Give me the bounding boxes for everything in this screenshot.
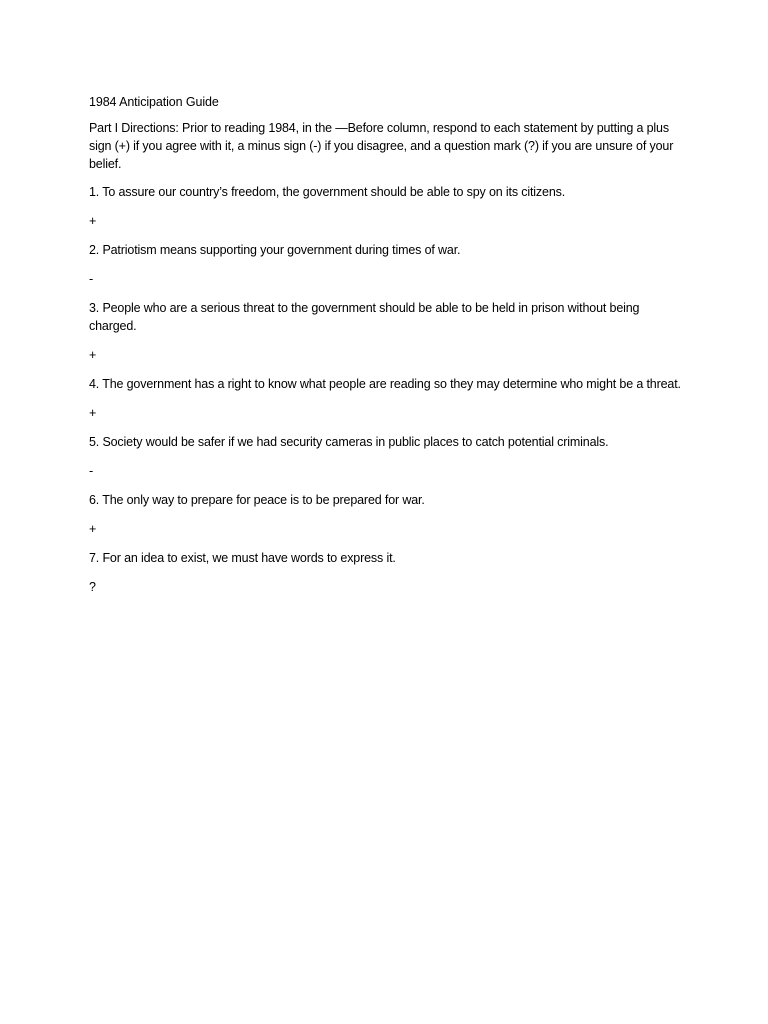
statement-item xyxy=(89,241,689,288)
response-mark: - xyxy=(89,272,94,286)
response-mark: - xyxy=(89,464,94,478)
response-mark: + xyxy=(89,406,97,420)
response-mark: ? xyxy=(89,580,96,594)
statement-item xyxy=(89,549,689,596)
document-page xyxy=(89,94,689,607)
statement-item xyxy=(89,433,689,480)
statement-text: 7. For an idea to exist, we must have words to express it. xyxy=(89,551,396,565)
statement-item xyxy=(89,375,689,422)
response-mark: + xyxy=(89,348,97,362)
response-mark: + xyxy=(89,522,97,536)
statement-text: 1. To assure our country’s freedom, the government should be able to spy on its citizens. xyxy=(89,185,566,199)
statement-item xyxy=(89,183,689,230)
directions-text: Part I Directions: Prior to reading 1984, in the —Before column, respond to each statement by putting a plus sign (+) if you agree with it, a minus sign (-) if you disagree, and a question mark (?) if you are unsure of your belief. xyxy=(89,121,674,171)
statement-item xyxy=(89,491,689,538)
statement-text: 6. The only way to prepare for peace is to be prepared for war. xyxy=(89,493,425,507)
statement-text: 4. The government has a right to know what people are reading so they may determine who might be a threat. xyxy=(89,377,681,391)
statement-text: 5. Society would be safer if we had security cameras in public places to catch potential criminals. xyxy=(89,435,609,449)
response-mark: + xyxy=(89,214,97,228)
statement-text: 3. People who are a serious threat to the government should be able to be held in prison without being charged. xyxy=(89,301,640,333)
statement-item xyxy=(89,299,689,364)
statement-text: 2. Patriotism means supporting your government during times of war. xyxy=(89,243,461,257)
document-title: 1984 Anticipation Guide xyxy=(89,95,219,109)
